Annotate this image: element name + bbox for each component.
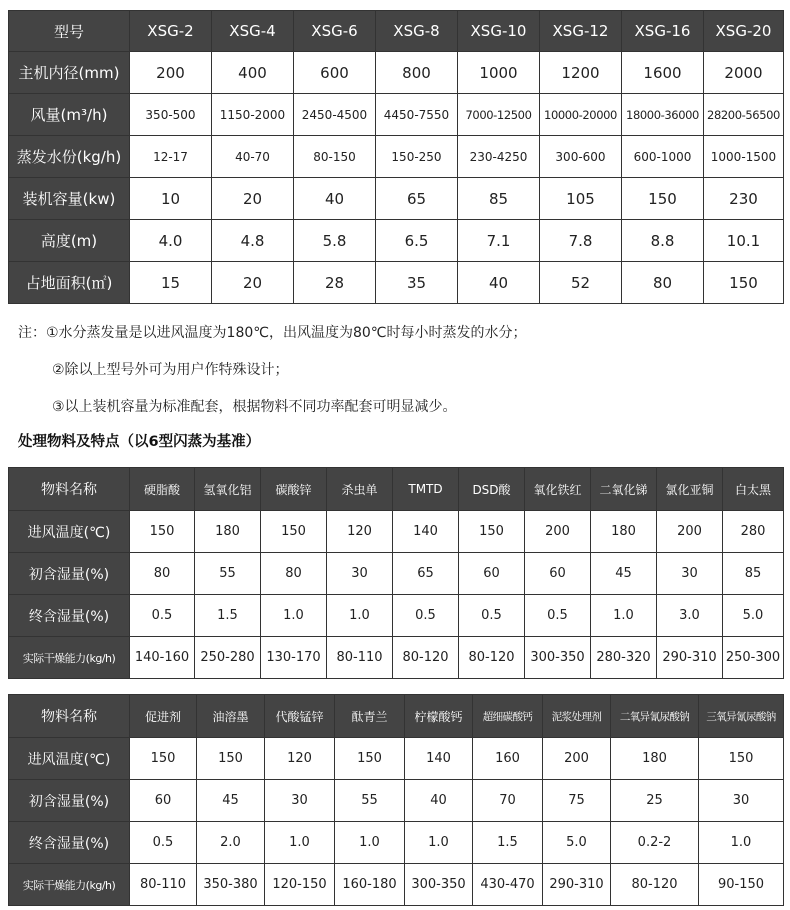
material-cell: 3.0 <box>657 595 723 637</box>
spec-cell: 28 <box>294 262 376 304</box>
spec-cell: 7000-12500 <box>458 94 540 136</box>
row-label: 装机容量(kw) <box>9 178 130 220</box>
material-cell: 150 <box>459 511 525 553</box>
material-cell: 60 <box>525 553 591 595</box>
material-row <box>9 864 784 906</box>
row-label: 实际干燥能力(kg/h) <box>9 864 130 906</box>
material-cell: 1.0 <box>591 595 657 637</box>
material-cell: 0.5 <box>130 822 197 864</box>
material-cell: 0.5 <box>459 595 525 637</box>
material-header: 柠檬酸钙 <box>405 695 473 738</box>
material-cell: 140 <box>393 511 459 553</box>
row-label: 主机内径(mm) <box>9 52 130 94</box>
material-cell: 60 <box>459 553 525 595</box>
spec-cell: 200 <box>130 52 212 94</box>
material-row <box>9 511 784 553</box>
spec-header-label: 型号 <box>9 11 130 52</box>
row-label: 终含湿量(%) <box>9 822 130 864</box>
spec-cell: 150 <box>622 178 704 220</box>
spec-header-model: XSG-6 <box>294 11 376 52</box>
spec-cell: 230 <box>704 178 784 220</box>
material-cell: 160-180 <box>335 864 405 906</box>
material-cell: 0.5 <box>525 595 591 637</box>
spec-cell: 80-150 <box>294 136 376 178</box>
material-row <box>9 780 784 822</box>
spec-cell: 600 <box>294 52 376 94</box>
material-cell: 280 <box>723 511 784 553</box>
spec-cell: 1000-1500 <box>704 136 784 178</box>
spec-cell: 350-500 <box>130 94 212 136</box>
material-header-row <box>9 468 784 511</box>
material-header: 酞青兰 <box>335 695 405 738</box>
material-cell: 80 <box>261 553 327 595</box>
spec-cell: 20 <box>212 262 294 304</box>
spec-row-height <box>9 220 784 262</box>
spec-cell: 300-600 <box>540 136 622 178</box>
spec-cell: 1150-2000 <box>212 94 294 136</box>
material-cell: 80-120 <box>393 637 459 679</box>
spec-cell: 18000-36000 <box>622 94 704 136</box>
material-cell: 130-170 <box>261 637 327 679</box>
material-header: 氢氧化铝 <box>195 468 261 511</box>
material-header: 代酸锰锌 <box>265 695 335 738</box>
material-header: 硬脂酸 <box>130 468 195 511</box>
spec-cell: 4.0 <box>130 220 212 262</box>
material-cell: 80 <box>130 553 195 595</box>
spec-cell: 1000 <box>458 52 540 94</box>
material-cell: 0.5 <box>130 595 195 637</box>
material-cell: 75 <box>543 780 611 822</box>
material-cell: 80-120 <box>459 637 525 679</box>
material-header-row <box>9 695 784 738</box>
material-cell: 180 <box>195 511 261 553</box>
material-cell: 300-350 <box>525 637 591 679</box>
row-label: 风量(m³/h) <box>9 94 130 136</box>
material-cell: 1.0 <box>265 822 335 864</box>
material-cell: 45 <box>197 780 265 822</box>
material-cell: 300-350 <box>405 864 473 906</box>
material-cell: 1.0 <box>335 822 405 864</box>
row-label: 实际干燥能力(kg/h) <box>9 637 130 679</box>
spec-cell: 10 <box>130 178 212 220</box>
material-cell: 280-320 <box>591 637 657 679</box>
material-cell: 70 <box>473 780 543 822</box>
material-cell: 160 <box>473 738 543 780</box>
material-cell: 5.0 <box>543 822 611 864</box>
spec-cell: 85 <box>458 178 540 220</box>
spec-cell: 600-1000 <box>622 136 704 178</box>
spec-cell: 1600 <box>622 52 704 94</box>
row-label: 蒸发水份(kg/h) <box>9 136 130 178</box>
material-header: 泥浆处理剂 <box>543 695 611 738</box>
spec-cell: 4.8 <box>212 220 294 262</box>
material-cell: 85 <box>723 553 784 595</box>
spec-cell: 150 <box>704 262 784 304</box>
material-cell: 55 <box>195 553 261 595</box>
material-header: 碳酸锌 <box>261 468 327 511</box>
material-header: 白太黑 <box>723 468 784 511</box>
material-row <box>9 595 784 637</box>
material-cell: 150 <box>261 511 327 553</box>
row-label: 初含湿量(%) <box>9 553 130 595</box>
material-cell: 140-160 <box>130 637 195 679</box>
material-cell: 90-150 <box>699 864 784 906</box>
row-label: 初含湿量(%) <box>9 780 130 822</box>
material-cell: 55 <box>335 780 405 822</box>
material-cell: 30 <box>265 780 335 822</box>
material-cell: 40 <box>405 780 473 822</box>
material-header: 促进剂 <box>130 695 197 738</box>
material-cell: 150 <box>130 511 195 553</box>
spec-cell: 7.1 <box>458 220 540 262</box>
material-cell: 30 <box>657 553 723 595</box>
row-label: 进风温度(℃) <box>9 511 130 553</box>
spec-cell: 10000-20000 <box>540 94 622 136</box>
material-cell: 120 <box>327 511 393 553</box>
material-table-2 <box>8 694 784 906</box>
material-cell: 150 <box>335 738 405 780</box>
material-header: 油溶墨 <box>197 695 265 738</box>
material-cell: 180 <box>611 738 699 780</box>
spec-cell: 80 <box>622 262 704 304</box>
material-cell: 140 <box>405 738 473 780</box>
material-header: 氯化亚铜 <box>657 468 723 511</box>
material-cell: 200 <box>657 511 723 553</box>
spec-header-model: XSG-2 <box>130 11 212 52</box>
material-cell: 1.5 <box>473 822 543 864</box>
material-cell: 65 <box>393 553 459 595</box>
material-cell: 60 <box>130 780 197 822</box>
spec-cell: 2450-4500 <box>294 94 376 136</box>
material-cell: 180 <box>591 511 657 553</box>
material-row <box>9 822 784 864</box>
row-label: 进风温度(℃) <box>9 738 130 780</box>
spec-cell: 35 <box>376 262 458 304</box>
material-row <box>9 637 784 679</box>
section-title: 处理物料及特点（以6型闪蒸为基准） <box>18 434 261 450</box>
material-cell: 430-470 <box>473 864 543 906</box>
spec-header-model: XSG-20 <box>704 11 784 52</box>
row-label: 终含湿量(%) <box>9 595 130 637</box>
spec-cell: 4450-7550 <box>376 94 458 136</box>
spec-cell: 6.5 <box>376 220 458 262</box>
material-cell: 80-110 <box>130 864 197 906</box>
material-header: 三氧异氰尿酸钠 <box>699 695 784 738</box>
material-cell: 150 <box>130 738 197 780</box>
material-header-label: 物料名称 <box>9 468 130 511</box>
material-cell: 150 <box>197 738 265 780</box>
spec-header-model: XSG-4 <box>212 11 294 52</box>
spec-cell: 40 <box>294 178 376 220</box>
material-header: TMTD <box>393 468 459 511</box>
spec-row-airflow <box>9 94 784 136</box>
material-header: 二氧化锑 <box>591 468 657 511</box>
spec-cell: 230-4250 <box>458 136 540 178</box>
spec-row-evaporation <box>9 136 784 178</box>
material-cell: 0.2-2 <box>611 822 699 864</box>
material-cell: 30 <box>327 553 393 595</box>
spec-cell: 7.8 <box>540 220 622 262</box>
spec-cell: 65 <box>376 178 458 220</box>
material-cell: 200 <box>543 738 611 780</box>
material-cell: 1.5 <box>195 595 261 637</box>
material-header: 二氧异氰尿酸钠 <box>611 695 699 738</box>
material-cell: 120 <box>265 738 335 780</box>
material-header: 氧化铁红 <box>525 468 591 511</box>
material-cell: 1.0 <box>699 822 784 864</box>
material-cell: 1.0 <box>405 822 473 864</box>
spec-cell: 105 <box>540 178 622 220</box>
row-label: 占地面积(㎡) <box>9 262 130 304</box>
material-cell: 250-300 <box>723 637 784 679</box>
spec-cell: 150-250 <box>376 136 458 178</box>
spec-cell: 52 <box>540 262 622 304</box>
material-cell: 80-120 <box>611 864 699 906</box>
material-cell: 1.0 <box>327 595 393 637</box>
material-cell: 290-310 <box>543 864 611 906</box>
material-cell: 25 <box>611 780 699 822</box>
material-cell: 2.0 <box>197 822 265 864</box>
material-cell: 120-150 <box>265 864 335 906</box>
row-label: 高度(m) <box>9 220 130 262</box>
spec-row-area <box>9 262 784 304</box>
note-2: ②除以上型号外可为用户作特殊设计； <box>52 362 289 378</box>
spec-header-model: XSG-10 <box>458 11 540 52</box>
spec-row-power <box>9 178 784 220</box>
material-cell: 150 <box>699 738 784 780</box>
material-row <box>9 553 784 595</box>
material-cell: 250-280 <box>195 637 261 679</box>
spec-header-row <box>9 11 784 52</box>
spec-cell: 20 <box>212 178 294 220</box>
spec-header-model: XSG-8 <box>376 11 458 52</box>
material-header: DSD酸 <box>459 468 525 511</box>
spec-cell: 400 <box>212 52 294 94</box>
material-header: 超细碳酸钙 <box>473 695 543 738</box>
material-cell: 1.0 <box>261 595 327 637</box>
material-cell: 290-310 <box>657 637 723 679</box>
spec-cell: 8.8 <box>622 220 704 262</box>
note-3: ③以上装机容量为标准配套，根据物料不同功率配套可明显减少。 <box>52 399 457 415</box>
material-cell: 200 <box>525 511 591 553</box>
material-header-label: 物料名称 <box>9 695 130 738</box>
spec-cell: 40-70 <box>212 136 294 178</box>
spec-table <box>8 10 784 304</box>
material-cell: 80-110 <box>327 637 393 679</box>
spec-cell: 15 <box>130 262 212 304</box>
material-table-1 <box>8 467 784 679</box>
spec-cell: 12-17 <box>130 136 212 178</box>
spec-cell: 1200 <box>540 52 622 94</box>
material-cell: 30 <box>699 780 784 822</box>
spec-cell: 800 <box>376 52 458 94</box>
spec-cell: 28200-56500 <box>704 94 784 136</box>
material-cell: 45 <box>591 553 657 595</box>
spec-header-model: XSG-16 <box>622 11 704 52</box>
spec-cell: 40 <box>458 262 540 304</box>
spec-cell: 5.8 <box>294 220 376 262</box>
material-cell: 5.0 <box>723 595 784 637</box>
spec-cell: 10.1 <box>704 220 784 262</box>
material-row <box>9 738 784 780</box>
spec-cell: 2000 <box>704 52 784 94</box>
material-cell: 0.5 <box>393 595 459 637</box>
spec-header-model: XSG-12 <box>540 11 622 52</box>
note-1: 注：①水分蒸发量是以进风温度为180℃，出风温度为80℃时每小时蒸发的水分； <box>18 325 527 341</box>
spec-row-diameter <box>9 52 784 94</box>
material-cell: 350-380 <box>197 864 265 906</box>
material-header: 杀虫单 <box>327 468 393 511</box>
